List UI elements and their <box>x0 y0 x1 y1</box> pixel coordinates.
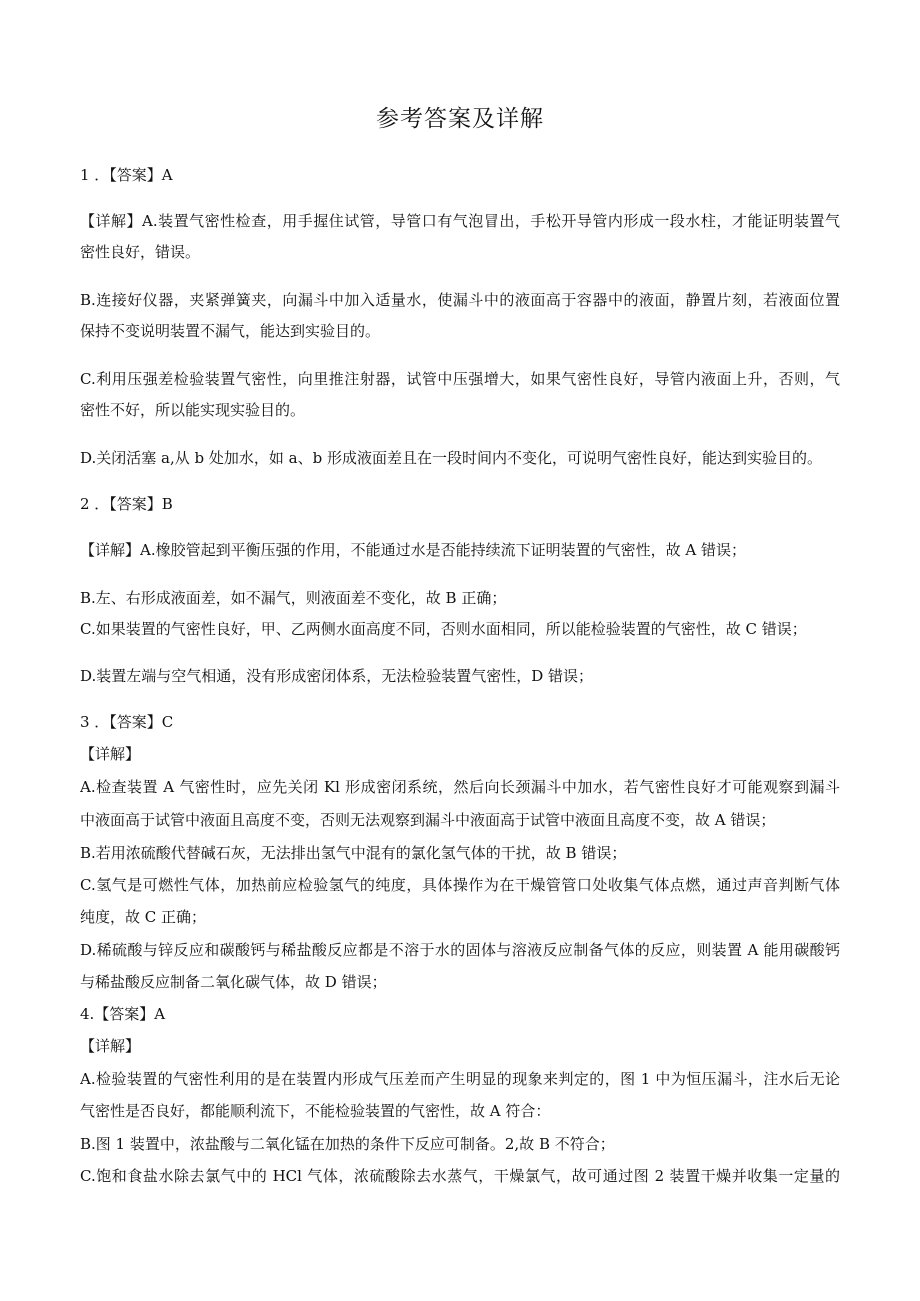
q4-explanation-line: B.图 1 装置中，浓盐酸与二氧化锰在加热的条件下反应可制备。2,故 B 不符合； <box>80 1135 615 1153</box>
q3-explanation-line: 中液面高于试管中液面且高度不变，否则无法观察到漏斗中液面高于试管中液面且高度不变，故 A 错误； <box>80 811 776 829</box>
q3-explanation-line: 【详解】 <box>80 745 141 763</box>
q1-answer-header: 1 ．【答案】A <box>80 166 173 184</box>
q1-explanation-line: D.关闭活塞 a,从 b 处加水，如 a、b 形成液面差且在一段时间内不变化，可说明气密性良好，能达到实验目的。 <box>80 449 822 467</box>
q3-answer-header: 3 ．【答案】C <box>80 713 174 731</box>
q1-explanation-line: 密性不好，所以能实现实验目的。 <box>80 401 306 419</box>
q4-explanation-line: 【详解】 <box>80 1037 141 1055</box>
q1-explanation-line: C.利用压强差检验装置气密性，向里推注射器，试管中压强增大，如果气密性良好，导管内液面上升，否则，气 <box>80 370 840 388</box>
q4-explanation-line: A.检验装置的气密性利用的是在装置内形成气压差而产生明显的现象来判定的，图 1 中为恒压漏斗，注水后无论 <box>80 1070 840 1088</box>
q2-explanation-line: B.左、右形成液面差，如不漏气，则液面差不变化，故 B 正确； <box>80 589 507 607</box>
q3-explanation-line: 与稀盐酸反应制备二氧化碳气体，故 D 错误； <box>80 973 387 991</box>
q2-explanation-line: D.装置左端与空气相通，没有形成密闭体系，无法检验装置气密性，D 错误； <box>80 667 594 685</box>
q3-explanation-line: B.若用浓硫酸代替碱石灰，无法排出氢气中混有的氯化氢气体的干扰，故 B 错误； <box>80 844 627 862</box>
q3-explanation-line: C.氢气是可燃性气体，加热前应检验氢气的纯度，具体操作为在干燥管管口处收集气体点燃，通过声音判断气体 <box>80 876 840 894</box>
q4-answer-header: 4.【答案】A <box>80 1005 166 1023</box>
q2-answer-header: 2 ．【答案】B <box>80 495 173 513</box>
q1-explanation-line: 【详解】A.装置气密性检查，用手握住试管，导管口有气泡冒出，手松开导管内形成一段水柱，才能证明装置气 <box>80 212 840 230</box>
q1-explanation-line: 保持不变说明装置不漏气，能达到实验目的。 <box>80 322 381 340</box>
q4-explanation-line: 气密性是否良好，都能顺利流下，不能检验装置的气密性，故 A 符合： <box>80 1102 551 1120</box>
q3-explanation-line: D.稀硫酸与锌反应和碳酸钙与稀盐酸反应都是不溶于水的固体与溶液反应制备气体的反应，则装置 A 能用碳酸钙 <box>80 941 840 959</box>
q2-explanation-line: 【详解】A.橡胶管起到平衡压强的作用，不能通过水是否能持续流下证明装置的气密性，故 A 错误； <box>80 541 746 559</box>
q3-explanation-line: A.检查装置 A 气密性时，应先关闭 Kl 形成密闭系统，然后向长颈漏斗中加水，若气密性良好才可能观察到漏斗 <box>80 778 840 796</box>
q1-explanation-line: B.连接好仪器，夹紧弹簧夹，向漏斗中加入适量水，使漏斗中的液面高于容器中的液面，静置片刻，若液面位置 <box>80 291 840 309</box>
q3-explanation-line: 纯度，故 C 正确； <box>80 908 207 926</box>
q4-explanation-line: C.饱和食盐水除去氯气中的 HCl 气体，浓硫酸除去水蒸气，干燥氯气，故可通过图 2 装置干燥并收集一定量的 <box>80 1167 840 1185</box>
q1-explanation-line: 密性良好，错误。 <box>80 243 201 261</box>
page-title: 参考答案及详解 <box>376 106 544 132</box>
q2-explanation-line: C.如果装置的气密性良好，甲、乙两侧水面高度不同，否则水面相同，所以能检验装置的气密性，故 C 错误； <box>80 620 807 638</box>
